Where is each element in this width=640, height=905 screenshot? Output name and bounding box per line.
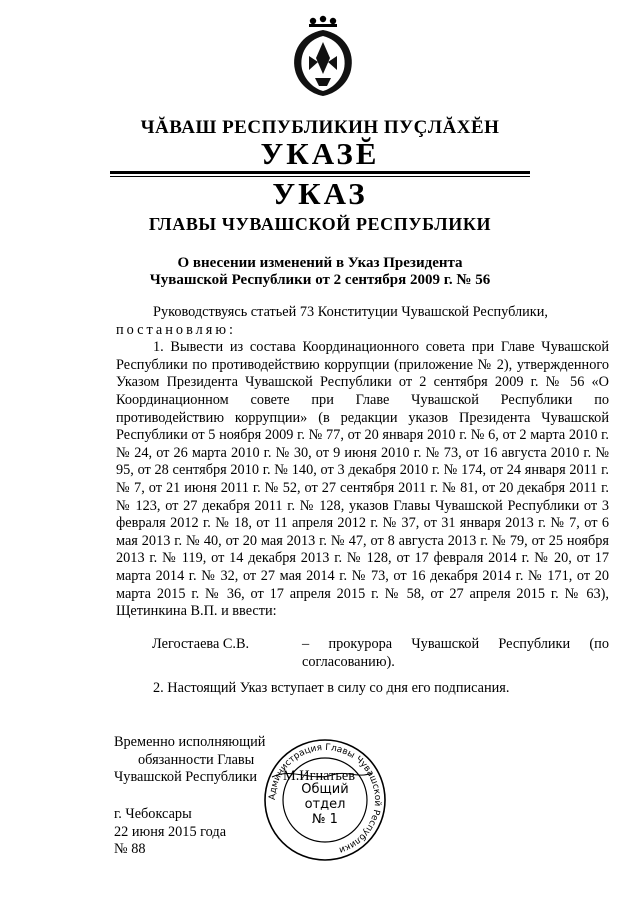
decree-body: [116, 304, 609, 621]
appointee-name: Легостаева С.В.: [152, 636, 250, 652]
signature-block: [114, 734, 265, 787]
subject-line-2: Чувашской Республики от 2 сентября 2009 г. № 56: [149, 272, 491, 288]
subject-line-1: О внесении изменений в Указ Президента: [177, 255, 463, 271]
seal-ring-text: Администрация Главы Чувашской Республики: [267, 742, 383, 855]
seal-center-line-3: № 1: [312, 812, 338, 827]
header-divider-thick: [110, 171, 530, 174]
appointee-post: – прокурора Чувашской Республики (по согласованию).: [302, 636, 609, 670]
seal-center-line-2: отдел: [304, 797, 346, 812]
coat-of-arms-emblem: [285, 12, 361, 102]
item-1-paragraph: 1. Вывести из состава Координационного совета при Главе Чувашской Республики по противодействию коррупции (приложение № 2), утвержденного Указом Президента Чувашской Республики от 2 сентября 2009 г. № 56 «О Координационном совете при Главе Чувашской Республики по противодействию коррупции» (в редакции указов Президента Чувашской Республики от 5 ноября 2009 г. № 77, от 20 января 2010 г. № 6, от 2 марта 2010 г. № 24, от 26 марта 2010 г. № 30, от 9 июня 2010 г. № 73, от 16 августа 2010 г. № 95, от 28 сентября 2010 г. № 140, от 3 декабря 2010 г. № 174, от 24 января 2011 г. № 7, от 21 июня 2011 г. № 52, от 27 сентября 2011 г. № 81, от 20 декабря 2011 г. № 123, от 27 декабря 2011 г. № 128, указов Главы Чувашской Республики от 3 февраля 2012 г. № 18, от 11 апреля 2012 г. № 37, от 31 января 2013 г. № 7, от 6 мая 2013 г. № 40, от 20 мая 2013 г. № 47, от 8 августа 2013 г. № 79, от 25 ноября 2013 г. № 119, от 14 декабря 2013 г. № 128, от 17 февраля 2014 г. № 20, от 17 марта 2014 г. № 32, от 27 мая 2014 г. № 73, от 16 декабря 2014 г. № 171, от 20 марта 2015 г. № 36, от 17 апреля 2015 г. № 58, от 27 апреля 2015 г. № 63), Щетинкина В.П. и ввести:: [116, 339, 609, 620]
signatory-title-line-3: Чувашской Республики: [114, 769, 258, 786]
official-seal-stamp: [262, 737, 388, 863]
signatory-title-line-1: Временно исполняющий: [114, 734, 266, 750]
item-2-paragraph: 2. Настоящий Указ вступает в силу со дня его подписания.: [153, 680, 510, 696]
city: г. Чебоксары: [114, 806, 192, 822]
issuer-heading: ГЛАВЫ ЧУВАШСКОЙ РЕСПУБЛИКИ: [148, 214, 492, 234]
seal-center-line-1: Общий: [301, 782, 349, 797]
postanovlyayu-word: постановляю:: [116, 321, 236, 338]
signatory-title-line-2: обязанности Главы: [138, 751, 255, 768]
chuvash-ukaze-heading: УКАЗĔ: [260, 136, 380, 171]
decree-number: № 88: [114, 841, 146, 858]
decree-date: 22 июня 2015 года: [114, 823, 227, 840]
intro-paragraph: Руководствуясь статьей 73 Конституции Чувашской Республики,: [153, 304, 548, 320]
ukaz-heading: УКАЗ: [272, 176, 368, 211]
chuvash-header-title: ЧĂВАШ РЕСПУБЛИКИН ПУÇЛĂХĔН: [140, 117, 500, 138]
place-date-block: [114, 806, 226, 859]
signer-name: М.Игнатьев: [283, 768, 355, 784]
document-subject: [0, 255, 640, 289]
